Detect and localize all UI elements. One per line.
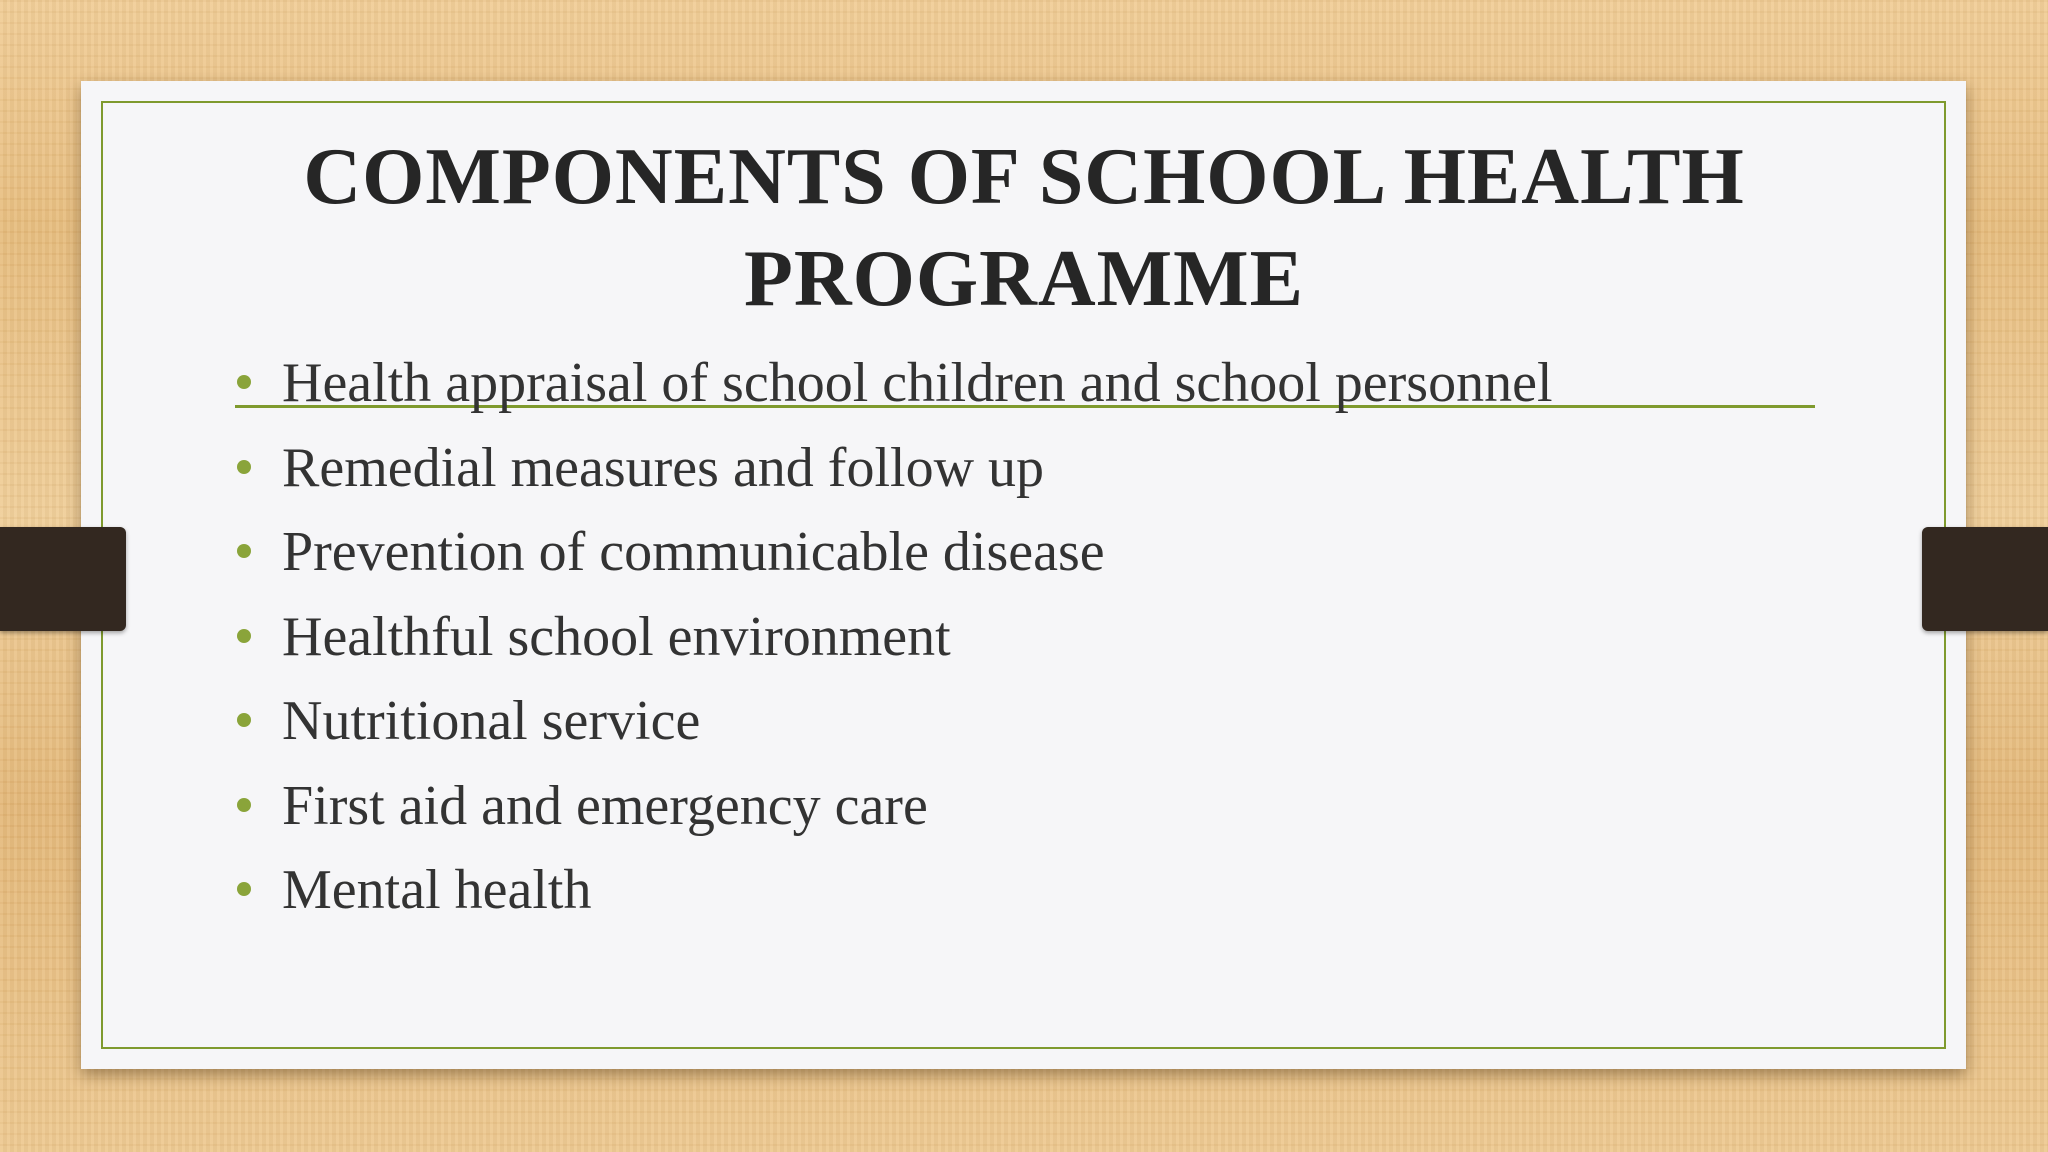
bullet-list <box>230 348 1553 940</box>
bullet-item <box>230 517 1553 602</box>
bullet-dot-icon <box>237 544 251 558</box>
bullet-text: Mental health <box>282 859 592 921</box>
bullet-text: First aid and emergency care <box>282 774 928 837</box>
bullet-dot-icon <box>237 629 251 643</box>
bullet-dot-icon <box>237 798 251 812</box>
bullet-text: Prevention of communicable disease <box>282 521 1105 583</box>
bullet-item <box>230 855 1553 940</box>
right-binder-tab <box>1922 527 2048 631</box>
bullet-item <box>230 602 1553 687</box>
bullet-item <box>230 433 1553 518</box>
bullet-text: Nutritional service <box>282 690 701 752</box>
bullet-dot-icon <box>237 882 251 896</box>
left-binder-tab <box>0 527 126 631</box>
bullet-text: Health appraisal of school children and school personnel <box>282 352 1553 414</box>
bullet-dot-icon <box>237 460 251 474</box>
bullet-item <box>230 771 1553 856</box>
bullet-item <box>230 348 1553 433</box>
bullet-dot-icon <box>237 375 251 389</box>
bullet-text: Healthful school environment <box>282 605 951 668</box>
bullet-item <box>230 686 1553 771</box>
bullet-text: Remedial measures and follow up <box>282 436 1045 499</box>
slide-title: COMPONENTS OF SCHOOL HEALTH PROGRAMME <box>303 133 1745 323</box>
bullet-dot-icon <box>237 713 251 727</box>
